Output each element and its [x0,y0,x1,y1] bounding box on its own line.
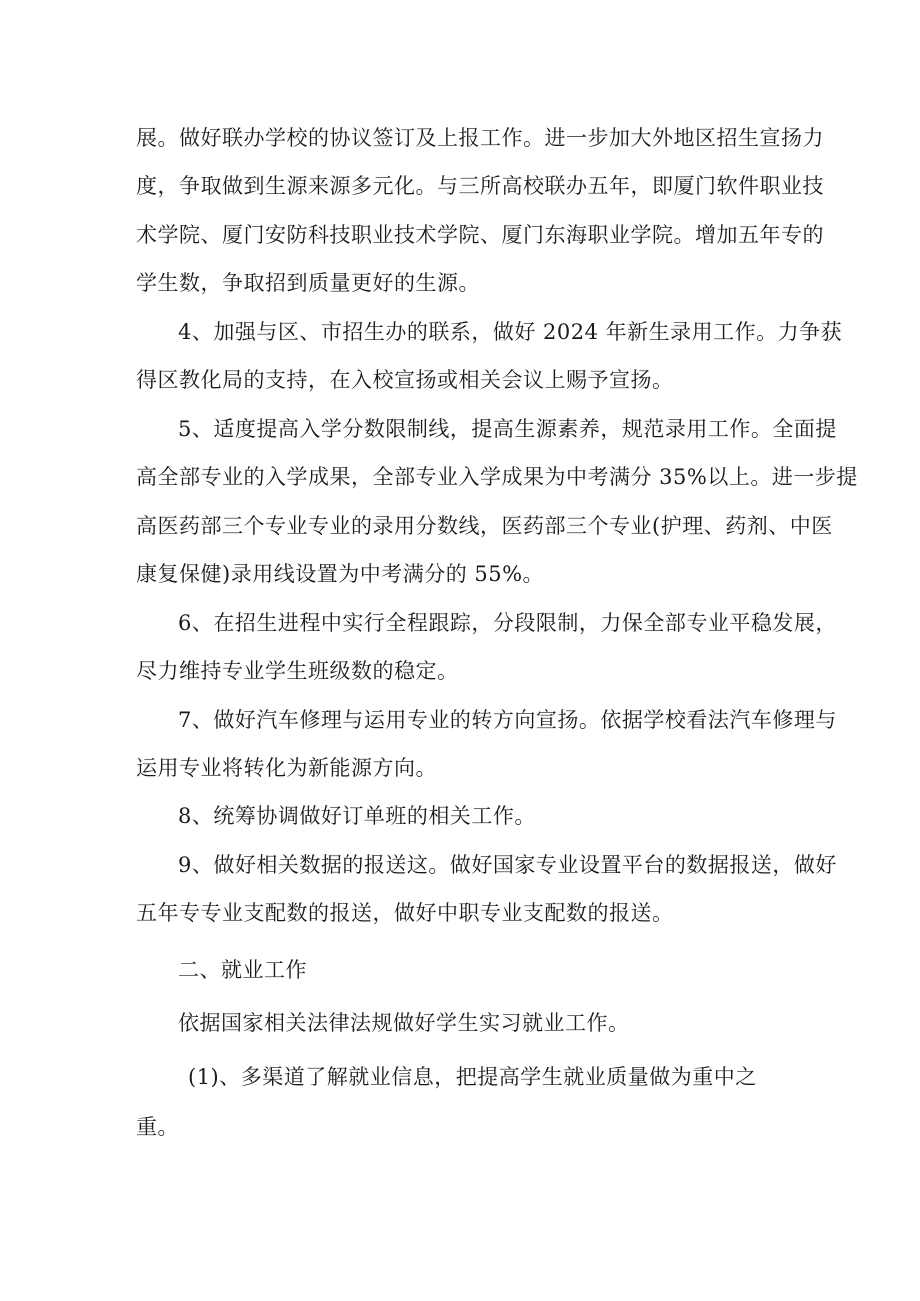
paragraph-line: 4、加强与区、市招生办的联系，做好 2024 年新生录用工作。力争获 [178,320,843,344]
paragraph-line: 5、适度提高入学分数限制线，提高生源素养，规范录用工作。全面提 [178,417,837,441]
paragraph-line: 7、做好汽车修理与运用专业的转方向宣扬。依据学校看法汽车修理与 [178,708,837,732]
paragraph-line: 术学院、厦门安防科技职业技术学院、厦门东海职业学院。增加五年专的 [136,223,824,247]
paragraph-line: 尽力维持专业学生班级数的稳定。 [136,659,459,683]
paragraph-line: 9、做好相关数据的报送这。做好国家专业设置平台的数据报送，做好 [178,853,837,877]
paragraph-line: 高医药部三个专业专业的录用分数线，医药部三个专业(护理、药剂、中医 [136,514,833,538]
paragraph-line: 学生数，争取招到质量更好的生源。 [136,271,480,295]
paragraph-line: 8、统筹协调做好订单班的相关工作。 [178,804,536,828]
paragraph-line: 得区教化局的支持，在入校宣扬或相关会议上赐予宣扬。 [136,368,674,392]
paragraph-line: 高全部专业的入学成果，全部专业入学成果为中考满分 35%以上。进一步提 [136,465,858,489]
paragraph-line: 重。 [136,1115,179,1139]
paragraph-line: 五年专专业支配数的报送，做好中职专业支配数的报送。 [136,901,674,925]
paragraph-line: 展。做好联办学校的协议签订及上报工作。进一步加大外地区招生宣扬力 [136,126,824,150]
paragraph-line: 度，争取做到生源来源多元化。与三所高校联办五年，即厦门软件职业技 [136,174,824,198]
paragraph-line: 依据国家相关法律法规做好学生实习就业工作。 [178,1011,630,1035]
paragraph-line: 6、在招生进程中实行全程跟踪，分段限制，力保全部专业平稳发展， [178,611,837,635]
paragraph-line: 运用专业将转化为新能源方向。 [136,756,437,780]
paragraph-line: (1)、多渠道了解就业信息，把提高学生就业质量做为重中之 [188,1065,757,1089]
section-heading: 二、就业工作 [178,958,307,982]
paragraph-line: 康复保健)录用线设置为中考满分的 55%。 [136,562,545,586]
